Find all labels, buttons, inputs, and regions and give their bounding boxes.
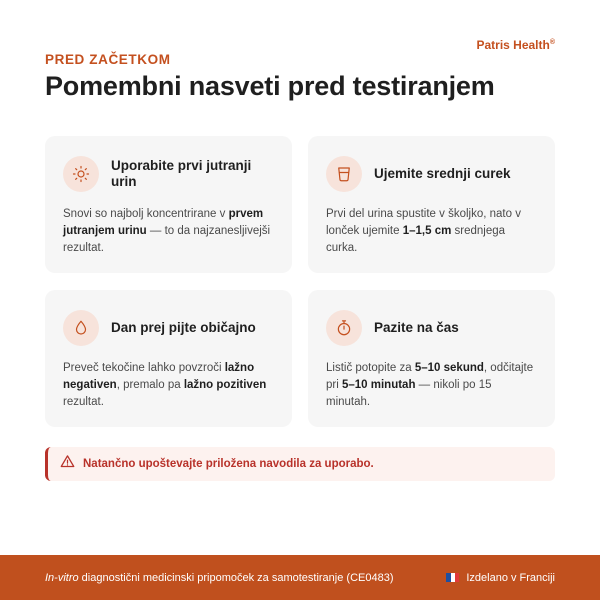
made-in xyxy=(446,572,555,584)
warning-icon xyxy=(60,454,83,474)
droplet-icon xyxy=(63,310,99,346)
device-classification: In-vitro diagnostični medicinski pripomoček za samotestiranje (CE0483) xyxy=(45,571,394,584)
warning-text: Natančno upoštevajte priložena navodila za uporabo. xyxy=(83,458,374,470)
brand-logo xyxy=(476,38,555,52)
card-title: Pazite na čas xyxy=(374,320,459,335)
tip-card-hydration xyxy=(45,290,292,427)
tip-card-morning-urine xyxy=(45,136,292,273)
card-body: Listič potopite za 5–10 sekund, odčitajte pri 5–10 minutah — nikoli po 15 minutah. xyxy=(326,362,534,408)
brand-name: Patris Health xyxy=(476,38,550,52)
card-title: Uporabite prvi jutranji urin xyxy=(111,158,252,189)
footer-bar xyxy=(0,555,600,600)
section-eyebrow: PRED ZAČETKOM xyxy=(45,52,171,67)
stopwatch-icon xyxy=(326,310,362,346)
page-title: Pomembni nasveti pred testiranjem xyxy=(45,71,495,101)
cup-icon xyxy=(326,156,362,192)
france-flag-icon xyxy=(446,573,459,582)
card-body: Snovi so najbolj koncentrirane v prvem jutranjem urinu — to da najzanesljivejši rezultat. xyxy=(63,208,271,254)
made-in-text: Izdelano v Franciji xyxy=(466,571,555,584)
registered-mark: ® xyxy=(549,39,555,46)
tip-card-midstream xyxy=(308,136,555,273)
tip-card-timing xyxy=(308,290,555,427)
warning-banner xyxy=(45,447,555,481)
sun-icon xyxy=(63,156,99,192)
card-body: Prvi del urina spustite v školjko, nato v lonček ujemite 1–1,5 cm srednjega curka. xyxy=(326,208,521,254)
card-title: Dan prej pijte običajno xyxy=(111,320,256,335)
card-title: Ujemite srednji curek xyxy=(374,166,511,181)
card-body: Preveč tekočine lahko povzroči lažno negativen, premalo pa lažno pozitiven rezultat. xyxy=(63,362,267,408)
